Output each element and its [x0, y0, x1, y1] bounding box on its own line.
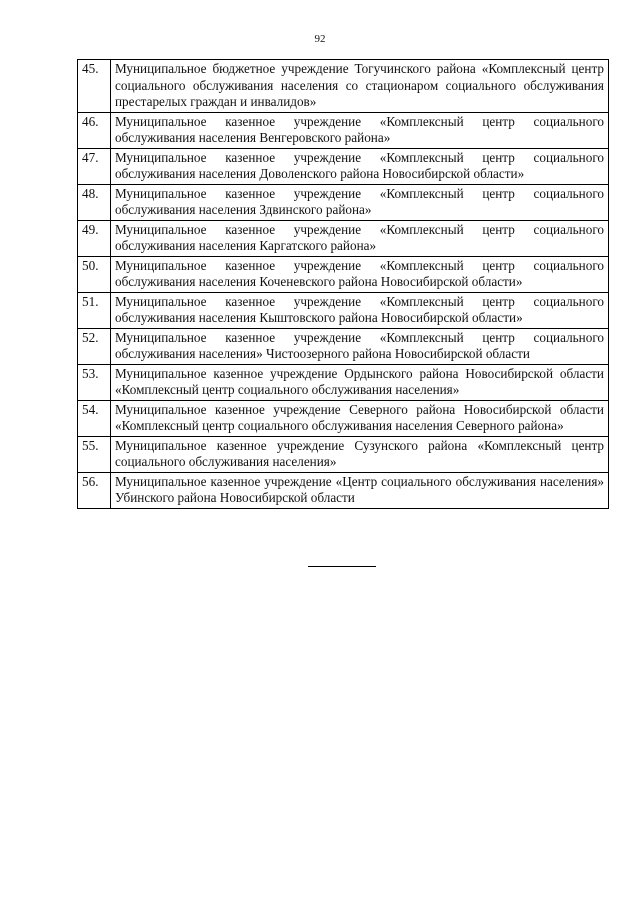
row-text: Муниципальное казенное учреждение Сузунского района «Комплексный центр социального обслуживания населения»	[111, 436, 609, 472]
table-row	[78, 400, 609, 436]
table-row	[78, 472, 609, 508]
table-row	[78, 256, 609, 292]
table-row	[78, 220, 609, 256]
row-number: 45.	[78, 60, 111, 113]
row-text: Муниципальное казенное учреждение «Комплексный центр социального обслуживания населения Здвинского района»	[111, 184, 609, 220]
row-number: 47.	[78, 148, 111, 184]
row-text: Муниципальное казенное учреждение «Комплексный центр социального обслуживания населения Каргатского района»	[111, 220, 609, 256]
row-number: 54.	[78, 400, 111, 436]
table-row	[78, 436, 609, 472]
table-row	[78, 184, 609, 220]
row-number: 48.	[78, 184, 111, 220]
table-row	[78, 292, 609, 328]
row-text: Муниципальное казенное учреждение «Комплексный центр социального обслуживания населения Кыштовского района Новосибирской области»	[111, 292, 609, 328]
row-number: 56.	[78, 472, 111, 508]
row-number: 49.	[78, 220, 111, 256]
table-row	[78, 328, 609, 364]
row-number: 52.	[78, 328, 111, 364]
row-number: 55.	[78, 436, 111, 472]
row-text: Муниципальное казенное учреждение «Центр социального обслуживания населения» Убинского района Новосибирской области	[111, 472, 609, 508]
row-text: Муниципальное казенное учреждение «Комплексный центр социального обслуживания населения» Чистоозерного района Новосибирской области	[111, 328, 609, 364]
row-text: Муниципальное казенное учреждение «Комплексный центр социального обслуживания населения Венгеровского района»	[111, 112, 609, 148]
table-row	[78, 112, 609, 148]
table-row	[78, 364, 609, 400]
end-divider	[308, 566, 376, 567]
row-text: Муниципальное казенное учреждение Северного района Новосибирской области «Комплексный центр социального обслуживания населения Северного района»	[111, 400, 609, 436]
row-text: Муниципальное бюджетное учреждение Тогучинского района «Комплексный центр социального обслуживания населения со стационаром социального обслуживания престарелых граждан и инвалидов»	[111, 60, 609, 113]
row-text: Муниципальное казенное учреждение «Комплексный центр социального обслуживания населения Коченевского района Новосибирской области»	[111, 256, 609, 292]
page-number: 92	[314, 33, 326, 45]
row-number: 53.	[78, 364, 111, 400]
institutions-table	[77, 59, 609, 509]
table-row	[78, 148, 609, 184]
row-text: Муниципальное казенное учреждение Ордынского района Новосибирской области «Комплексный центр социального обслуживания населения»	[111, 364, 609, 400]
row-number: 51.	[78, 292, 111, 328]
row-number: 50.	[78, 256, 111, 292]
row-text: Муниципальное казенное учреждение «Комплексный центр социального обслуживания населения Доволенского района Новосибирской области»	[111, 148, 609, 184]
table-row	[78, 60, 609, 113]
row-number: 46.	[78, 112, 111, 148]
